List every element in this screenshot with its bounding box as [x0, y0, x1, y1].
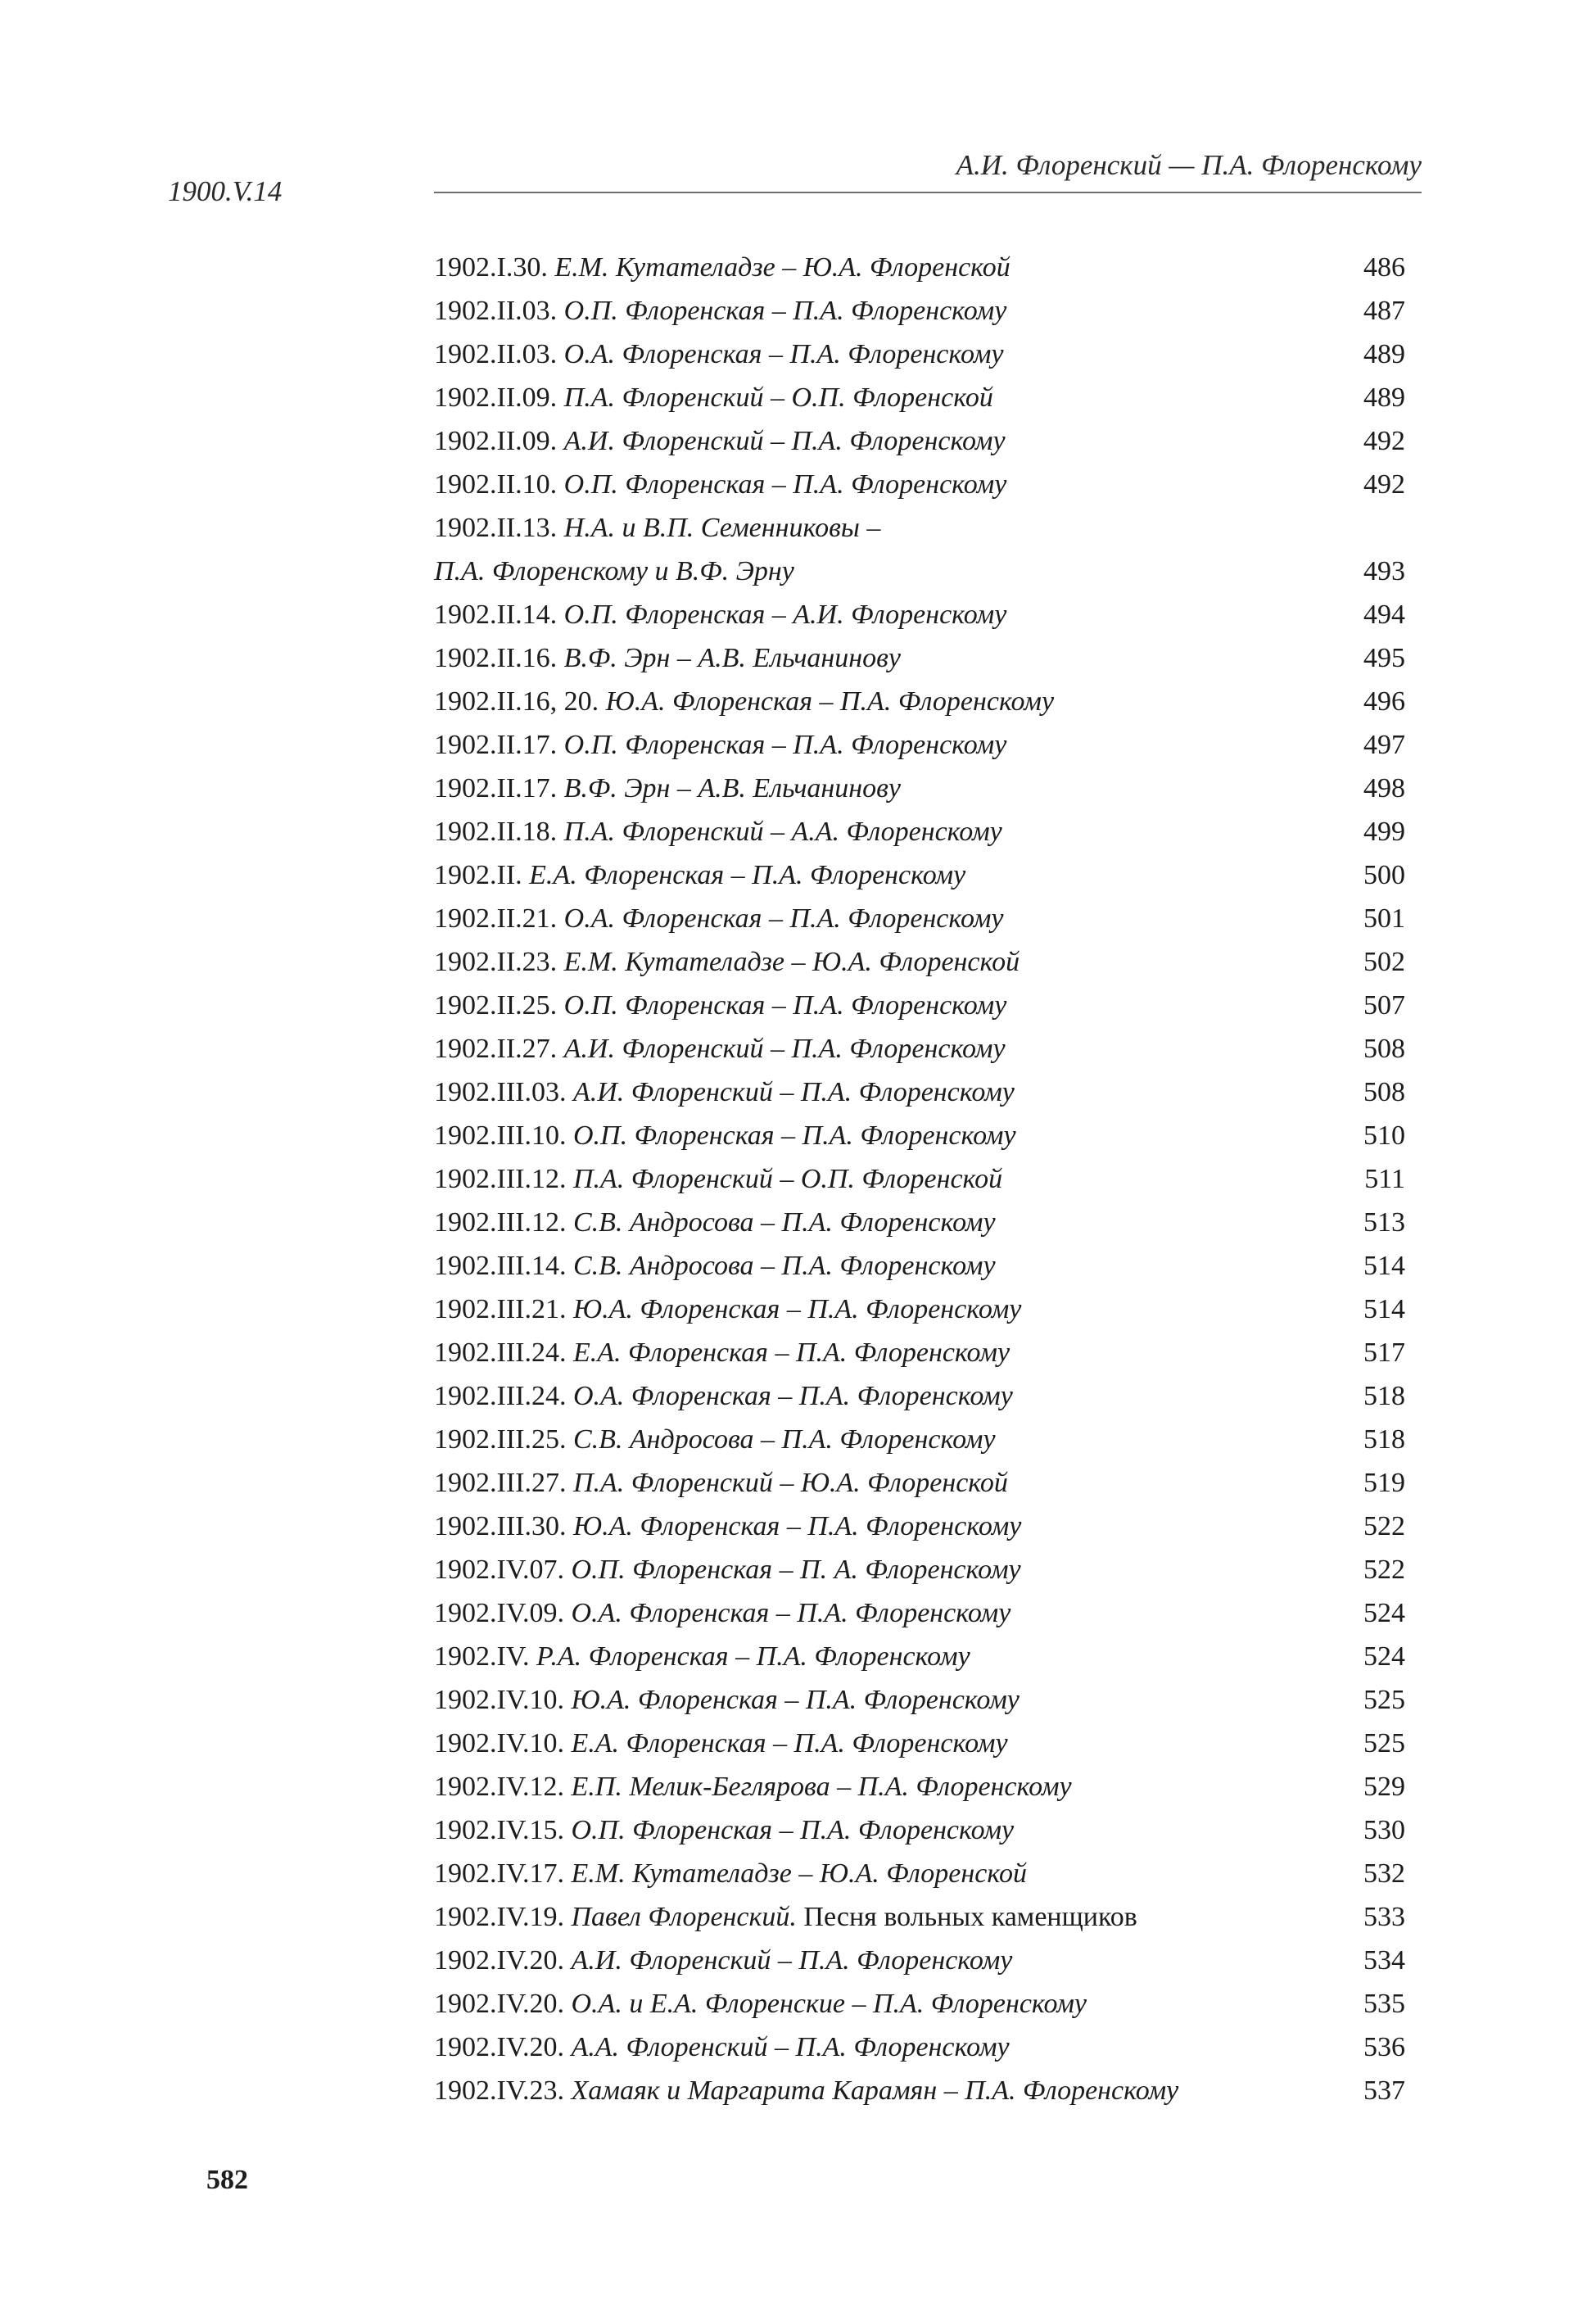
entry-page-number: 493	[1363, 556, 1405, 586]
entry-date: 1902.II.16.	[434, 643, 558, 673]
toc-entry	[434, 1114, 1405, 1157]
entry-page-number: 499	[1363, 817, 1405, 847]
entry-title: А.И. Флоренский – П.А. Флоренскому	[563, 1034, 1006, 1064]
entry-page-number: 513	[1363, 1207, 1405, 1238]
entry-title: В.Ф. Эрн – А.В. Ельчанинову	[563, 643, 902, 673]
entry-title: Е.А. Флоренская – П.А. Флоренскому	[529, 860, 966, 890]
entry-date: 1902.II.03.	[434, 339, 558, 369]
entry-page-number: 522	[1363, 1555, 1405, 1585]
entry-title: О.А. Флоренская – П.А. Флоренскому	[571, 1598, 1011, 1628]
entry-page-number: 492	[1363, 426, 1405, 456]
entry-date: 1902.II.27.	[434, 1034, 558, 1064]
entry-page-number: 496	[1363, 686, 1405, 717]
entry-title: А.И. Флоренский – П.А. Флоренскому	[571, 1945, 1013, 1976]
page-number: 582	[206, 2165, 248, 2195]
toc-entry	[434, 1201, 1405, 1244]
entry-date: 1902.III.24.	[434, 1338, 567, 1368]
entry-page-number: 519	[1363, 1468, 1405, 1498]
entry-page-number: 514	[1363, 1294, 1405, 1324]
toc-entry	[434, 2026, 1405, 2069]
toc-entry	[434, 1157, 1405, 1201]
entry-date: 1902.III.10.	[434, 1120, 567, 1151]
entry-page-number: 534	[1363, 1945, 1405, 1976]
toc-entry	[434, 853, 1405, 897]
toc-entry	[434, 289, 1405, 333]
entry-date: 1902.IV.20.	[434, 1945, 564, 1976]
entry-date: 1902.III.14.	[434, 1251, 567, 1281]
entry-title: Е.А. Флоренская – П.А. Флоренскому	[571, 1728, 1008, 1758]
entry-page-number: 536	[1363, 2032, 1405, 2062]
toc-entry	[434, 984, 1405, 1027]
toc-entry	[434, 1244, 1405, 1288]
entry-page-number: 487	[1363, 296, 1405, 326]
toc-entry	[434, 246, 1405, 289]
entry-date: 1902.III.30.	[434, 1511, 567, 1541]
toc-entry	[434, 1461, 1405, 1505]
entry-title: Е.П. Мелик-Беглярова – П.А. Флоренскому	[571, 1772, 1072, 1802]
entry-page-number: 495	[1363, 643, 1405, 673]
entry-date: 1902.IV.20.	[434, 2032, 564, 2062]
toc-entry	[434, 1895, 1405, 1939]
entry-date: 1902.II.10.	[434, 469, 558, 500]
entry-title: О.А. Флоренская – П.А. Флоренскому	[572, 1381, 1013, 1411]
toc-entry	[434, 1331, 1405, 1374]
entry-page-number: 529	[1363, 1772, 1405, 1802]
entry-date: 1902.II.23.	[434, 947, 558, 977]
entry-title: П.А. Флоренский – А.А. Флоренскому	[563, 817, 1002, 847]
entry-title: Е.М. Кутателадзе – Ю.А. Флоренской	[563, 947, 1020, 977]
entry-title: П.А. Флоренский – О.П. Флоренской	[572, 1164, 1003, 1194]
toc-entry	[434, 1288, 1405, 1331]
entry-title: Хамаяк и Маргарита Карамян – П.А. Флоренскому	[571, 2075, 1179, 2106]
entry-title: В.Ф. Эрн – А.В. Ельчанинову	[563, 773, 902, 803]
entry-page-number: 508	[1363, 1077, 1405, 1107]
entry-date: 1902.IV.10.	[434, 1728, 564, 1758]
entry-title-roman: Песня вольных каменщиков	[803, 1902, 1137, 1932]
toc-entry	[434, 940, 1405, 984]
entry-title: П.А. Флоренскому и В.Ф. Эрну	[434, 556, 794, 586]
entry-page-number: 502	[1363, 947, 1405, 977]
entry-date: 1902.IV.20.	[434, 1989, 564, 2019]
entry-title: Н.А. и В.П. Семенниковы –	[563, 513, 881, 543]
toc-entry	[434, 1765, 1405, 1808]
entry-date: 1902.II.09.	[434, 426, 558, 456]
entry-page-number: 517	[1363, 1338, 1405, 1368]
toc-entry	[434, 1635, 1405, 1678]
entry-date: 1902.II.18.	[434, 817, 558, 847]
entry-date: 1902.III.25.	[434, 1424, 567, 1455]
toc-entry	[434, 1070, 1405, 1114]
entry-date: 1902.II.09.	[434, 382, 558, 413]
entry-date: 1902.II.25.	[434, 990, 558, 1021]
toc-entry	[434, 2069, 1405, 2112]
entry-title: Ю.А. Флоренская – П.А. Флоренскому	[572, 1294, 1022, 1324]
entry-date: 1902.III.24.	[434, 1381, 567, 1411]
entry-date: 1902.II.14.	[434, 600, 558, 630]
entry-title: Е.М. Кутателадзе – Ю.А. Флоренской	[554, 252, 1010, 283]
table-of-contents	[434, 246, 1405, 2112]
entry-title: Р.А. Флоренская – П.А. Флоренскому	[536, 1641, 970, 1672]
toc-entry	[434, 767, 1405, 810]
toc-entry	[434, 1939, 1405, 1982]
entry-date: 1902.II.17.	[434, 773, 558, 803]
toc-entry	[434, 1374, 1405, 1418]
entry-title: Е.М. Кутателадзе – Ю.А. Флоренской	[571, 1858, 1027, 1889]
entry-page-number: 522	[1363, 1511, 1405, 1541]
entry-page-number: 518	[1363, 1381, 1405, 1411]
entry-date: 1902.IV.09.	[434, 1598, 564, 1628]
entry-title: О.П. Флоренская – П.А. Флоренскому	[563, 469, 1007, 500]
toc-entry	[434, 376, 1405, 419]
entry-date: 1902.II.21.	[434, 903, 558, 934]
entry-page-number: 537	[1363, 2075, 1405, 2106]
entry-title: А.И. Флоренский – П.А. Флоренскому	[572, 1077, 1015, 1107]
entry-date: 1902.IV.12.	[434, 1772, 564, 1802]
entry-title: О.А. Флоренская – П.А. Флоренскому	[563, 339, 1004, 369]
entry-date: 1902.II.03.	[434, 296, 558, 326]
entry-page-number: 489	[1363, 339, 1405, 369]
entry-title: Павел Флоренский.	[571, 1902, 797, 1932]
entry-date: 1902.III.21.	[434, 1294, 567, 1324]
toc-entry	[434, 1505, 1405, 1548]
entry-page-number: 497	[1363, 730, 1405, 760]
toc-entry	[434, 333, 1405, 376]
entry-page-number: 492	[1363, 469, 1405, 500]
entry-date: 1902.IV.23.	[434, 2075, 564, 2106]
toc-entry	[434, 897, 1405, 940]
entry-title: С.В. Андросова – П.А. Флоренскому	[572, 1251, 996, 1281]
entry-date: 1902.III.27.	[434, 1468, 567, 1498]
entry-page-number: 525	[1363, 1728, 1405, 1758]
entry-title: О.П. Флоренская – П.А. Флоренскому	[563, 990, 1007, 1021]
entry-page-number: 532	[1363, 1858, 1405, 1889]
toc-entry	[434, 1591, 1405, 1635]
entry-page-number: 524	[1363, 1641, 1405, 1672]
entry-page-number: 508	[1363, 1034, 1405, 1064]
entry-title: О.А. Флоренская – П.А. Флоренскому	[563, 903, 1004, 934]
entry-date: 1902.IV.	[434, 1641, 530, 1672]
entry-page-number: 500	[1363, 860, 1405, 890]
entry-page-number: 535	[1363, 1989, 1405, 2019]
entry-page-number: 510	[1363, 1120, 1405, 1151]
entry-page-number: 498	[1363, 773, 1405, 803]
entry-date: 1902.II.	[434, 860, 522, 890]
toc-entry	[434, 506, 1405, 550]
entry-date: 1902.IV.10.	[434, 1685, 564, 1715]
entry-title: А.И. Флоренский – П.А. Флоренскому	[563, 426, 1006, 456]
entry-title: О.П. Флоренская – П.А. Флоренскому	[563, 296, 1007, 326]
entry-date: 1902.II.17.	[434, 730, 558, 760]
entry-date: 1902.III.03.	[434, 1077, 567, 1107]
entry-date: 1902.IV.19.	[434, 1902, 564, 1932]
entry-title: О.А. и Е.А. Флоренские – П.А. Флоренскому	[571, 1989, 1087, 2019]
entry-page-number: 530	[1363, 1815, 1405, 1845]
entry-title: Ю.А. Флоренская – П.А. Флоренскому	[605, 686, 1055, 717]
entry-page-number: 524	[1363, 1598, 1405, 1628]
entry-title: П.А. Флоренский – Ю.А. Флоренской	[572, 1468, 1008, 1498]
toc-entry	[434, 593, 1405, 636]
entry-title: Ю.А. Флоренская – П.А. Флоренскому	[572, 1511, 1022, 1541]
entry-title: С.В. Андросова – П.А. Флоренскому	[572, 1207, 996, 1238]
entry-page-number: 514	[1363, 1251, 1405, 1281]
toc-entry	[434, 1418, 1405, 1461]
toc-entry	[434, 636, 1405, 680]
entry-title: О.П. Флоренская – П. А. Флоренскому	[571, 1555, 1021, 1585]
entry-title: С.В. Андросова – П.А. Флоренскому	[572, 1424, 996, 1455]
toc-entry	[434, 1982, 1405, 2026]
entry-date: 1902.IV.07.	[434, 1555, 564, 1585]
entry-title: А.А. Флоренский – П.А. Флоренскому	[571, 2032, 1010, 2062]
entry-title: О.П. Флоренская – П.А. Флоренскому	[571, 1815, 1015, 1845]
entry-date: 1902.IV.17.	[434, 1858, 564, 1889]
entry-page-number: 507	[1363, 990, 1405, 1021]
entry-page-number: 489	[1363, 382, 1405, 413]
toc-entry	[434, 550, 1405, 593]
entry-title: Ю.А. Флоренская – П.А. Флоренскому	[571, 1685, 1020, 1715]
entry-page-number: 501	[1363, 903, 1405, 934]
entry-date: 1902.II.13.	[434, 513, 558, 543]
entry-title: О.П. Флоренская – П.А. Флоренскому	[572, 1120, 1016, 1151]
toc-entry	[434, 1548, 1405, 1591]
entry-title: О.П. Флоренская – А.И. Флоренскому	[563, 600, 1007, 630]
toc-entry	[434, 419, 1405, 463]
header-rule	[434, 192, 1422, 193]
toc-entry	[434, 1027, 1405, 1070]
toc-entry	[434, 1808, 1405, 1852]
toc-entry	[434, 463, 1405, 506]
entry-date: 1902.III.12.	[434, 1207, 567, 1238]
entry-page-number: 511	[1364, 1164, 1405, 1194]
entry-date: 1902.IV.15.	[434, 1815, 564, 1845]
entry-title: П.А. Флоренский – О.П. Флоренской	[563, 382, 993, 413]
entry-page-number: 518	[1363, 1424, 1405, 1455]
toc-entry	[434, 680, 1405, 723]
entry-page-number: 486	[1363, 252, 1405, 283]
toc-entry	[434, 723, 1405, 767]
toc-entry	[434, 1678, 1405, 1722]
toc-entry	[434, 810, 1405, 853]
entry-date: 1902.II.16, 20.	[434, 686, 599, 717]
entry-date: 1902.I.30.	[434, 252, 548, 283]
entry-page-number: 494	[1363, 600, 1405, 630]
entry-page-number: 533	[1363, 1902, 1405, 1932]
toc-entry	[434, 1852, 1405, 1895]
entry-page-number: 525	[1363, 1685, 1405, 1715]
running-header-right: А.И. Флоренский — П.А. Флоренскому	[956, 149, 1422, 181]
entry-title: Е.А. Флоренская – П.А. Флоренскому	[572, 1338, 1010, 1368]
toc-entry	[434, 1722, 1405, 1765]
entry-date: 1902.III.12.	[434, 1164, 567, 1194]
entry-title: О.П. Флоренская – П.А. Флоренскому	[563, 730, 1007, 760]
running-header-left: 1900.V.14	[168, 175, 283, 207]
